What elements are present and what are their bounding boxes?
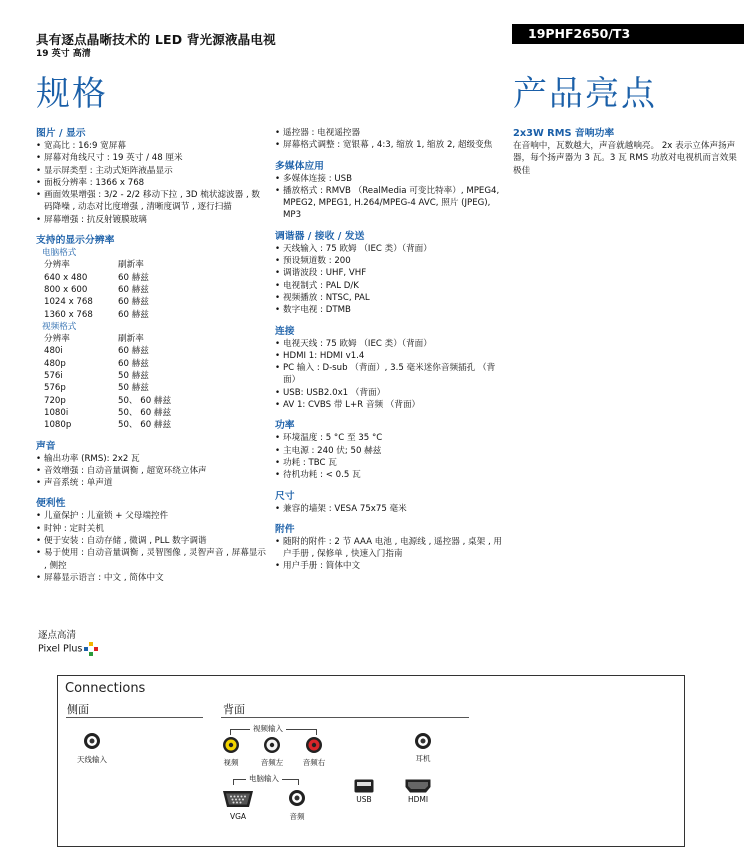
video-format-label: 视频格式: [42, 321, 77, 332]
table-cell: 800 x 600: [44, 284, 88, 295]
list-item: • 环境温度 : 5 °C 至 35 °C: [275, 432, 503, 444]
antenna-port-icon: [83, 732, 101, 750]
dimensions-list: [275, 503, 503, 515]
section-title-accessories: 附件: [275, 523, 295, 535]
table-cell: 480i: [44, 346, 63, 357]
list-item: • USB: USB2.0x1 （背面）: [275, 387, 503, 399]
list-item: • 面板分辨率 : 1366 x 768: [36, 177, 268, 189]
list-item: • AV 1: CVBS 带 L+R 音频 （背面）: [275, 399, 503, 411]
section-title-resolution: 支持的显示分辨率: [36, 235, 115, 247]
list-item: • 电视制式 : PAL D/K: [275, 280, 503, 292]
model-number-bar: 19PHF2650/T3: [512, 24, 744, 44]
table-header: 刷新率: [118, 260, 144, 271]
pc-audio-jack-icon: [288, 789, 306, 807]
section-title-dimensions: 尺寸: [275, 490, 295, 502]
table-cell: 1080p: [44, 420, 72, 431]
pc-audio-label: 音频: [289, 812, 305, 821]
table-cell: 576p: [44, 383, 66, 394]
section-title-convenience: 便利性: [36, 498, 66, 510]
back-label: 背面: [223, 703, 245, 716]
list-item: • 时钟 : 定时关机: [36, 523, 268, 535]
table-header: 分辨率: [44, 260, 70, 271]
accessories-list: [275, 536, 503, 573]
divider: [66, 717, 203, 718]
list-item: • 视频播放 : NTSC, PAL: [275, 292, 503, 304]
table-header: 刷新率: [118, 334, 144, 345]
usb-label: USB: [356, 795, 372, 804]
table-cell: 1080i: [44, 407, 69, 418]
list-item: • 用户手册 : 简体中文: [275, 560, 503, 572]
document-title: 具有逐点晶晰技术的 LED 背光源液晶电视: [36, 32, 276, 47]
list-item: • 屏幕对角线尺寸 : 19 英寸 / 48 厘米: [36, 152, 268, 164]
table-cell: 60 赫兹: [118, 346, 149, 357]
audio-right-rca-icon: [305, 736, 323, 754]
highlights-column: [513, 127, 741, 177]
table-cell: 60 赫兹: [118, 358, 149, 369]
list-item: • 输出功率 (RMS): 2x2 瓦: [36, 453, 268, 465]
list-item: • 屏幕增强 : 抗反射镀膜玻璃: [36, 214, 268, 226]
pixel-plus-cn: 逐点高清: [38, 630, 77, 641]
list-item: • 音效增强 : 自动音量调衡 , 超宽环绕立体声: [36, 465, 268, 477]
highlights-heading: 产品亮点: [513, 74, 657, 114]
video-label: 视频: [223, 758, 239, 767]
list-item: • 天线输入 : 75 欧姆 （IEC 类）（背面）: [275, 243, 503, 255]
list-item: • 显示屏类型 : 主动式矩阵液晶显示: [36, 165, 268, 177]
list-item: • 兼容的墙架 : VESA 75x75 毫米: [275, 503, 503, 515]
convenience-list: [36, 510, 268, 584]
list-item: • 声音系统 : 单声道: [36, 477, 268, 489]
list-item: • 便于安装 : 自动存储 , 微调 , PLL 数字调谐: [36, 535, 268, 547]
table-cell: 50、 60 赫兹: [118, 420, 172, 431]
list-item: • 易于使用 : 自动音量调衡 , 灵智图像 , 灵智声音 , 屏幕显示 , 侧控: [36, 547, 268, 572]
list-item: • 多媒体连接 : USB: [275, 173, 503, 185]
list-item: • 播放格式 : RMVB （RealMedia 可变比特率）, MPEG4, MPEG2, MPEG1, H.264/MPEG-4 AVC, 照片 (JPEG), MP3: [275, 185, 503, 222]
pixel-plus-en: Pixel Plus: [38, 643, 83, 655]
video-group-label: 视频输入: [250, 723, 286, 734]
list-item: • 遥控器 : 电视遥控器: [275, 127, 503, 139]
remote-list: [275, 127, 503, 152]
antenna-label: 天线输入: [77, 755, 107, 764]
list-item: • 待机功耗 : < 0.5 瓦: [275, 469, 503, 481]
table-cell: 60 赫兹: [118, 297, 149, 308]
list-item: • 主电源 : 240 伏; 50 赫兹: [275, 445, 503, 457]
connectivity-list: [275, 338, 503, 412]
list-item: • 随附的附件 : 2 节 AAA 电池 , 电源线 , 遥控器 , 桌架 , 用户手册 , 保修单 , 快速入门指南: [275, 536, 503, 561]
list-item: • 儿童保护 : 儿童锁 + 父母端控件: [36, 510, 268, 522]
list-item: • PC 输入 : D-sub （背面）, 3.5 毫米迷你音频插孔 （背面）: [275, 362, 503, 387]
hdmi-label: HDMI: [407, 795, 429, 804]
pixel-plus-logo: [38, 630, 98, 656]
connections-title: Connections: [65, 681, 146, 696]
vga-label: VGA: [229, 812, 247, 821]
section-title-multimedia: 多媒体应用: [275, 160, 324, 172]
list-item: • HDMI 1: HDMI v1.4: [275, 350, 503, 362]
section-title-power: 功率: [275, 420, 295, 432]
audio-left-rca-icon: [263, 736, 281, 754]
list-item: • 功耗 : TBC 瓦: [275, 457, 503, 469]
sound-list: [36, 453, 268, 490]
connections-panel: [57, 675, 685, 847]
tuner-list: [275, 243, 503, 317]
table-cell: 60 赫兹: [118, 272, 149, 283]
video-rca-icon: [222, 736, 240, 754]
headphone-jack-icon: [414, 732, 432, 750]
table-header: 分辨率: [44, 334, 70, 345]
table-cell: 576i: [44, 371, 63, 382]
pc-format-label: 电脑格式: [42, 248, 77, 259]
audio-left-label: 音频左: [260, 758, 284, 767]
specs-heading: 规格: [36, 74, 108, 114]
section-title-tuner: 调谐器 / 接收 / 发送: [275, 230, 365, 242]
side-label: 侧面: [67, 703, 89, 716]
list-item: • 电视天线 : 75 欧姆 （IEC 类）（背面）: [275, 338, 503, 350]
specs-column-2: [275, 127, 503, 573]
specs-column-1: [36, 127, 268, 584]
table-cell: 50、 60 赫兹: [118, 407, 172, 418]
usb-port-icon: [354, 779, 374, 793]
highlight-title: 2x3W RMS 音响功率: [513, 128, 615, 139]
table-cell: 1360 x 768: [44, 309, 93, 320]
table-cell: 50 赫兹: [118, 383, 149, 394]
pc-resolution-table: [36, 259, 268, 320]
table-cell: 60 赫兹: [118, 309, 149, 320]
document-subtitle: 19 英寸 高清: [36, 49, 91, 59]
list-item: • 数字电视 : DTMB: [275, 304, 503, 316]
section-title-sound: 声音: [36, 440, 56, 452]
section-title-connectivity: 连接: [275, 325, 295, 337]
highlight-text: 在音响中，瓦数越大，声音就越响亮。 2x 表示立体声扬声器，每个扬声器为 3 瓦。3 瓦 RMS 功放对电视机而言效果极佳: [513, 141, 737, 176]
multimedia-list: [275, 173, 503, 222]
hdmi-port-icon: [405, 779, 431, 793]
pixel-plus-dots-icon: [84, 642, 98, 656]
power-list: [275, 432, 503, 481]
table-cell: 60 赫兹: [118, 284, 149, 295]
pc-group-label: 电脑输入: [246, 773, 282, 784]
list-item: • 调谐波段 : UHF, VHF: [275, 267, 503, 279]
audio-right-label: 音频右: [302, 758, 326, 767]
table-cell: 50 赫兹: [118, 371, 149, 382]
table-cell: 1024 x 768: [44, 297, 93, 308]
list-item: • 画面效果增强 : 3/2 - 2/2 移动下拉 , 3D 梳状滤波器 , 数码降噪 , 动态对比度增强 , 清晰度调节 , 逐行扫描: [36, 189, 268, 214]
table-cell: 480p: [44, 358, 66, 369]
list-item: • 宽高比 : 16:9 宽屏幕: [36, 140, 268, 152]
vga-port-icon: [222, 789, 254, 809]
table-cell: 50、 60 赫兹: [118, 395, 172, 406]
list-item: • 预设频道数 : 200: [275, 255, 503, 267]
picture-list: [36, 140, 268, 226]
list-item: • 屏幕显示语言 : 中文 , 简体中文: [36, 572, 268, 584]
table-cell: 640 x 480: [44, 272, 88, 283]
video-resolution-table: [36, 333, 268, 431]
table-cell: 720p: [44, 395, 66, 406]
divider: [221, 717, 469, 718]
headphone-label: 耳机: [415, 754, 431, 763]
section-title-picture: 图片 / 显示: [36, 128, 86, 139]
list-item: • 屏幕格式调整 : 宽银幕 , 4:3, 缩放 1, 缩放 2, 超级变焦: [275, 139, 503, 151]
